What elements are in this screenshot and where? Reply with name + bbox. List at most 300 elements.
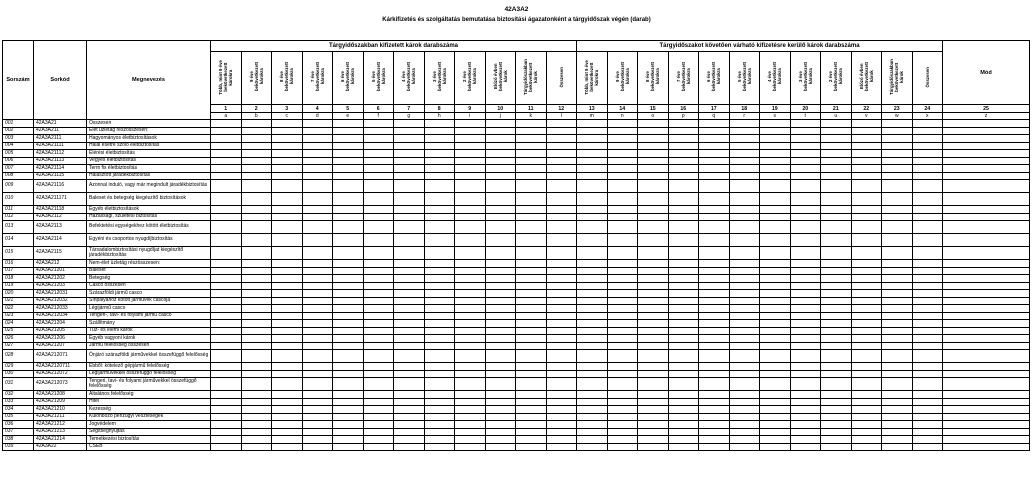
value-cell[interactable] — [760, 260, 791, 268]
value-cell[interactable] — [272, 180, 303, 193]
value-cell[interactable] — [943, 221, 1030, 234]
value-cell[interactable] — [455, 305, 486, 313]
value-cell[interactable] — [211, 312, 242, 320]
value-cell[interactable] — [760, 206, 791, 214]
value-cell[interactable] — [455, 135, 486, 143]
value-cell[interactable] — [638, 406, 669, 414]
value-cell[interactable] — [333, 391, 364, 399]
value-cell[interactable] — [424, 342, 455, 350]
value-cell[interactable] — [241, 120, 272, 128]
value-cell[interactable] — [638, 305, 669, 313]
value-cell[interactable] — [943, 436, 1030, 444]
value-cell[interactable] — [516, 312, 547, 320]
value-cell[interactable] — [272, 260, 303, 268]
value-cell[interactable] — [729, 260, 760, 268]
value-cell[interactable] — [241, 297, 272, 305]
value-cell[interactable] — [577, 305, 608, 313]
value-cell[interactable] — [790, 120, 821, 128]
value-cell[interactable] — [272, 327, 303, 335]
value-cell[interactable] — [363, 150, 394, 158]
value-cell[interactable] — [577, 335, 608, 343]
value-cell[interactable] — [272, 398, 303, 406]
value-cell[interactable] — [455, 428, 486, 436]
value-cell[interactable] — [699, 157, 730, 165]
value-cell[interactable] — [424, 398, 455, 406]
value-cell[interactable] — [516, 142, 547, 150]
value-cell[interactable] — [760, 406, 791, 414]
value-cell[interactable] — [272, 221, 303, 234]
value-cell[interactable] — [760, 350, 791, 363]
value-cell[interactable] — [699, 180, 730, 193]
value-cell[interactable] — [333, 320, 364, 328]
value-cell[interactable] — [211, 157, 242, 165]
value-cell[interactable] — [760, 135, 791, 143]
value-cell[interactable] — [699, 327, 730, 335]
value-cell[interactable] — [760, 398, 791, 406]
value-cell[interactable] — [302, 120, 333, 128]
value-cell[interactable] — [546, 180, 577, 193]
value-cell[interactable] — [882, 275, 913, 283]
value-cell[interactable] — [211, 350, 242, 363]
value-cell[interactable] — [455, 391, 486, 399]
value-cell[interactable] — [790, 180, 821, 193]
value-cell[interactable] — [912, 312, 943, 320]
value-cell[interactable] — [455, 421, 486, 429]
value-cell[interactable] — [485, 327, 516, 335]
value-cell[interactable] — [699, 206, 730, 214]
value-cell[interactable] — [912, 378, 943, 391]
value-cell[interactable] — [790, 157, 821, 165]
value-cell[interactable] — [394, 312, 425, 320]
value-cell[interactable] — [485, 193, 516, 206]
value-cell[interactable] — [760, 180, 791, 193]
value-cell[interactable] — [485, 247, 516, 260]
value-cell[interactable] — [729, 305, 760, 313]
value-cell[interactable] — [363, 290, 394, 298]
value-cell[interactable] — [851, 413, 882, 421]
value-cell[interactable] — [668, 282, 699, 290]
value-cell[interactable] — [638, 157, 669, 165]
value-cell[interactable] — [729, 142, 760, 150]
value-cell[interactable] — [821, 275, 852, 283]
value-cell[interactable] — [577, 213, 608, 221]
value-cell[interactable] — [455, 221, 486, 234]
value-cell[interactable] — [302, 421, 333, 429]
value-cell[interactable] — [821, 327, 852, 335]
value-cell[interactable] — [363, 282, 394, 290]
value-cell[interactable] — [638, 165, 669, 173]
value-cell[interactable] — [333, 172, 364, 180]
value-cell[interactable] — [394, 350, 425, 363]
value-cell[interactable] — [363, 370, 394, 378]
value-cell[interactable] — [821, 335, 852, 343]
value-cell[interactable] — [882, 206, 913, 214]
value-cell[interactable] — [302, 260, 333, 268]
value-cell[interactable] — [882, 234, 913, 247]
value-cell[interactable] — [790, 370, 821, 378]
value-cell[interactable] — [363, 247, 394, 260]
value-cell[interactable] — [394, 413, 425, 421]
value-cell[interactable] — [394, 150, 425, 158]
value-cell[interactable] — [546, 342, 577, 350]
value-cell[interactable] — [607, 221, 638, 234]
value-cell[interactable] — [455, 157, 486, 165]
value-cell[interactable] — [333, 275, 364, 283]
value-cell[interactable] — [821, 342, 852, 350]
value-cell[interactable] — [241, 378, 272, 391]
value-cell[interactable] — [424, 436, 455, 444]
value-cell[interactable] — [546, 391, 577, 399]
value-cell[interactable] — [211, 297, 242, 305]
value-cell[interactable] — [699, 350, 730, 363]
value-cell[interactable] — [546, 290, 577, 298]
value-cell[interactable] — [882, 443, 913, 451]
value-cell[interactable] — [455, 443, 486, 451]
value-cell[interactable] — [272, 378, 303, 391]
value-cell[interactable] — [455, 290, 486, 298]
value-cell[interactable] — [668, 127, 699, 135]
value-cell[interactable] — [668, 120, 699, 128]
value-cell[interactable] — [760, 305, 791, 313]
value-cell[interactable] — [851, 165, 882, 173]
value-cell[interactable] — [424, 127, 455, 135]
value-cell[interactable] — [638, 443, 669, 451]
value-cell[interactable] — [577, 267, 608, 275]
value-cell[interactable] — [363, 327, 394, 335]
value-cell[interactable] — [302, 378, 333, 391]
value-cell[interactable] — [943, 135, 1030, 143]
value-cell[interactable] — [394, 165, 425, 173]
value-cell[interactable] — [638, 327, 669, 335]
value-cell[interactable] — [607, 342, 638, 350]
value-cell[interactable] — [638, 421, 669, 429]
value-cell[interactable] — [424, 428, 455, 436]
value-cell[interactable] — [821, 363, 852, 371]
value-cell[interactable] — [455, 172, 486, 180]
value-cell[interactable] — [424, 406, 455, 414]
value-cell[interactable] — [394, 282, 425, 290]
value-cell[interactable] — [516, 120, 547, 128]
value-cell[interactable] — [424, 282, 455, 290]
value-cell[interactable] — [424, 260, 455, 268]
value-cell[interactable] — [363, 157, 394, 165]
value-cell[interactable] — [241, 150, 272, 158]
value-cell[interactable] — [821, 180, 852, 193]
value-cell[interactable] — [882, 370, 913, 378]
value-cell[interactable] — [729, 193, 760, 206]
value-cell[interactable] — [516, 391, 547, 399]
value-cell[interactable] — [699, 370, 730, 378]
value-cell[interactable] — [699, 135, 730, 143]
value-cell[interactable] — [607, 428, 638, 436]
value-cell[interactable] — [333, 234, 364, 247]
value-cell[interactable] — [516, 335, 547, 343]
value-cell[interactable] — [455, 378, 486, 391]
value-cell[interactable] — [851, 127, 882, 135]
value-cell[interactable] — [760, 275, 791, 283]
value-cell[interactable] — [638, 398, 669, 406]
value-cell[interactable] — [943, 247, 1030, 260]
value-cell[interactable] — [485, 150, 516, 158]
value-cell[interactable] — [546, 363, 577, 371]
value-cell[interactable] — [607, 247, 638, 260]
value-cell[interactable] — [912, 290, 943, 298]
value-cell[interactable] — [668, 378, 699, 391]
value-cell[interactable] — [668, 406, 699, 414]
value-cell[interactable] — [577, 127, 608, 135]
value-cell[interactable] — [394, 297, 425, 305]
value-cell[interactable] — [821, 378, 852, 391]
value-cell[interactable] — [943, 180, 1030, 193]
value-cell[interactable] — [729, 127, 760, 135]
value-cell[interactable] — [607, 406, 638, 414]
value-cell[interactable] — [790, 436, 821, 444]
value-cell[interactable] — [424, 221, 455, 234]
value-cell[interactable] — [729, 275, 760, 283]
value-cell[interactable] — [668, 193, 699, 206]
value-cell[interactable] — [607, 180, 638, 193]
value-cell[interactable] — [638, 290, 669, 298]
value-cell[interactable] — [424, 120, 455, 128]
value-cell[interactable] — [394, 428, 425, 436]
value-cell[interactable] — [424, 150, 455, 158]
value-cell[interactable] — [302, 335, 333, 343]
value-cell[interactable] — [485, 260, 516, 268]
value-cell[interactable] — [912, 157, 943, 165]
value-cell[interactable] — [394, 213, 425, 221]
value-cell[interactable] — [607, 135, 638, 143]
value-cell[interactable] — [485, 120, 516, 128]
value-cell[interactable] — [790, 327, 821, 335]
value-cell[interactable] — [394, 436, 425, 444]
value-cell[interactable] — [272, 172, 303, 180]
value-cell[interactable] — [516, 135, 547, 143]
value-cell[interactable] — [821, 157, 852, 165]
value-cell[interactable] — [821, 443, 852, 451]
value-cell[interactable] — [546, 413, 577, 421]
value-cell[interactable] — [424, 335, 455, 343]
value-cell[interactable] — [790, 312, 821, 320]
value-cell[interactable] — [760, 391, 791, 399]
value-cell[interactable] — [729, 421, 760, 429]
value-cell[interactable] — [790, 172, 821, 180]
value-cell[interactable] — [333, 305, 364, 313]
value-cell[interactable] — [394, 180, 425, 193]
value-cell[interactable] — [760, 428, 791, 436]
value-cell[interactable] — [668, 398, 699, 406]
value-cell[interactable] — [851, 180, 882, 193]
value-cell[interactable] — [760, 165, 791, 173]
value-cell[interactable] — [211, 275, 242, 283]
value-cell[interactable] — [241, 443, 272, 451]
value-cell[interactable] — [394, 120, 425, 128]
value-cell[interactable] — [363, 391, 394, 399]
value-cell[interactable] — [912, 180, 943, 193]
value-cell[interactable] — [912, 421, 943, 429]
value-cell[interactable] — [241, 391, 272, 399]
value-cell[interactable] — [211, 180, 242, 193]
value-cell[interactable] — [546, 370, 577, 378]
value-cell[interactable] — [851, 142, 882, 150]
value-cell[interactable] — [394, 142, 425, 150]
value-cell[interactable] — [638, 135, 669, 143]
value-cell[interactable] — [363, 135, 394, 143]
value-cell[interactable] — [424, 213, 455, 221]
value-cell[interactable] — [882, 320, 913, 328]
value-cell[interactable] — [912, 370, 943, 378]
value-cell[interactable] — [912, 221, 943, 234]
value-cell[interactable] — [516, 428, 547, 436]
value-cell[interactable] — [333, 350, 364, 363]
value-cell[interactable] — [882, 247, 913, 260]
value-cell[interactable] — [241, 327, 272, 335]
value-cell[interactable] — [333, 398, 364, 406]
value-cell[interactable] — [607, 193, 638, 206]
value-cell[interactable] — [241, 247, 272, 260]
value-cell[interactable] — [851, 206, 882, 214]
value-cell[interactable] — [607, 443, 638, 451]
value-cell[interactable] — [455, 342, 486, 350]
value-cell[interactable] — [668, 305, 699, 313]
value-cell[interactable] — [272, 247, 303, 260]
value-cell[interactable] — [790, 363, 821, 371]
value-cell[interactable] — [211, 290, 242, 298]
value-cell[interactable] — [882, 350, 913, 363]
value-cell[interactable] — [302, 206, 333, 214]
value-cell[interactable] — [272, 290, 303, 298]
value-cell[interactable] — [790, 221, 821, 234]
value-cell[interactable] — [302, 127, 333, 135]
value-cell[interactable] — [272, 350, 303, 363]
value-cell[interactable] — [821, 350, 852, 363]
value-cell[interactable] — [577, 350, 608, 363]
value-cell[interactable] — [760, 443, 791, 451]
value-cell[interactable] — [638, 436, 669, 444]
value-cell[interactable] — [394, 275, 425, 283]
value-cell[interactable] — [577, 378, 608, 391]
value-cell[interactable] — [790, 391, 821, 399]
value-cell[interactable] — [272, 406, 303, 414]
value-cell[interactable] — [943, 150, 1030, 158]
value-cell[interactable] — [882, 342, 913, 350]
value-cell[interactable] — [211, 436, 242, 444]
value-cell[interactable] — [851, 312, 882, 320]
value-cell[interactable] — [241, 206, 272, 214]
value-cell[interactable] — [729, 180, 760, 193]
value-cell[interactable] — [546, 398, 577, 406]
value-cell[interactable] — [241, 290, 272, 298]
value-cell[interactable] — [241, 335, 272, 343]
value-cell[interactable] — [729, 290, 760, 298]
value-cell[interactable] — [943, 172, 1030, 180]
value-cell[interactable] — [912, 172, 943, 180]
value-cell[interactable] — [241, 320, 272, 328]
value-cell[interactable] — [516, 406, 547, 414]
value-cell[interactable] — [485, 406, 516, 414]
value-cell[interactable] — [211, 335, 242, 343]
value-cell[interactable] — [699, 391, 730, 399]
value-cell[interactable] — [790, 135, 821, 143]
value-cell[interactable] — [851, 275, 882, 283]
value-cell[interactable] — [455, 234, 486, 247]
value-cell[interactable] — [668, 350, 699, 363]
value-cell[interactable] — [882, 363, 913, 371]
value-cell[interactable] — [638, 312, 669, 320]
value-cell[interactable] — [272, 213, 303, 221]
value-cell[interactable] — [455, 247, 486, 260]
value-cell[interactable] — [577, 421, 608, 429]
value-cell[interactable] — [699, 290, 730, 298]
value-cell[interactable] — [638, 127, 669, 135]
value-cell[interactable] — [333, 193, 364, 206]
value-cell[interactable] — [485, 282, 516, 290]
value-cell[interactable] — [424, 135, 455, 143]
value-cell[interactable] — [851, 135, 882, 143]
value-cell[interactable] — [485, 221, 516, 234]
value-cell[interactable] — [607, 267, 638, 275]
value-cell[interactable] — [821, 436, 852, 444]
value-cell[interactable] — [302, 275, 333, 283]
value-cell[interactable] — [638, 234, 669, 247]
value-cell[interactable] — [455, 312, 486, 320]
value-cell[interactable] — [485, 213, 516, 221]
value-cell[interactable] — [638, 180, 669, 193]
value-cell[interactable] — [729, 297, 760, 305]
value-cell[interactable] — [912, 342, 943, 350]
value-cell[interactable] — [241, 213, 272, 221]
value-cell[interactable] — [424, 157, 455, 165]
value-cell[interactable] — [577, 406, 608, 414]
value-cell[interactable] — [516, 327, 547, 335]
value-cell[interactable] — [699, 213, 730, 221]
value-cell[interactable] — [607, 213, 638, 221]
value-cell[interactable] — [363, 320, 394, 328]
value-cell[interactable] — [729, 282, 760, 290]
value-cell[interactable] — [821, 370, 852, 378]
value-cell[interactable] — [333, 443, 364, 451]
value-cell[interactable] — [516, 206, 547, 214]
value-cell[interactable] — [455, 282, 486, 290]
value-cell[interactable] — [363, 363, 394, 371]
value-cell[interactable] — [577, 342, 608, 350]
value-cell[interactable] — [485, 142, 516, 150]
value-cell[interactable] — [241, 413, 272, 421]
value-cell[interactable] — [790, 350, 821, 363]
value-cell[interactable] — [546, 436, 577, 444]
value-cell[interactable] — [272, 428, 303, 436]
value-cell[interactable] — [546, 275, 577, 283]
value-cell[interactable] — [363, 213, 394, 221]
value-cell[interactable] — [851, 267, 882, 275]
value-cell[interactable] — [821, 428, 852, 436]
value-cell[interactable] — [241, 421, 272, 429]
value-cell[interactable] — [729, 398, 760, 406]
value-cell[interactable] — [302, 193, 333, 206]
value-cell[interactable] — [607, 327, 638, 335]
value-cell[interactable] — [699, 234, 730, 247]
value-cell[interactable] — [912, 142, 943, 150]
value-cell[interactable] — [943, 421, 1030, 429]
value-cell[interactable] — [516, 193, 547, 206]
value-cell[interactable] — [211, 413, 242, 421]
value-cell[interactable] — [668, 421, 699, 429]
value-cell[interactable] — [699, 165, 730, 173]
value-cell[interactable] — [607, 260, 638, 268]
value-cell[interactable] — [363, 413, 394, 421]
value-cell[interactable] — [485, 157, 516, 165]
value-cell[interactable] — [546, 157, 577, 165]
value-cell[interactable] — [211, 172, 242, 180]
